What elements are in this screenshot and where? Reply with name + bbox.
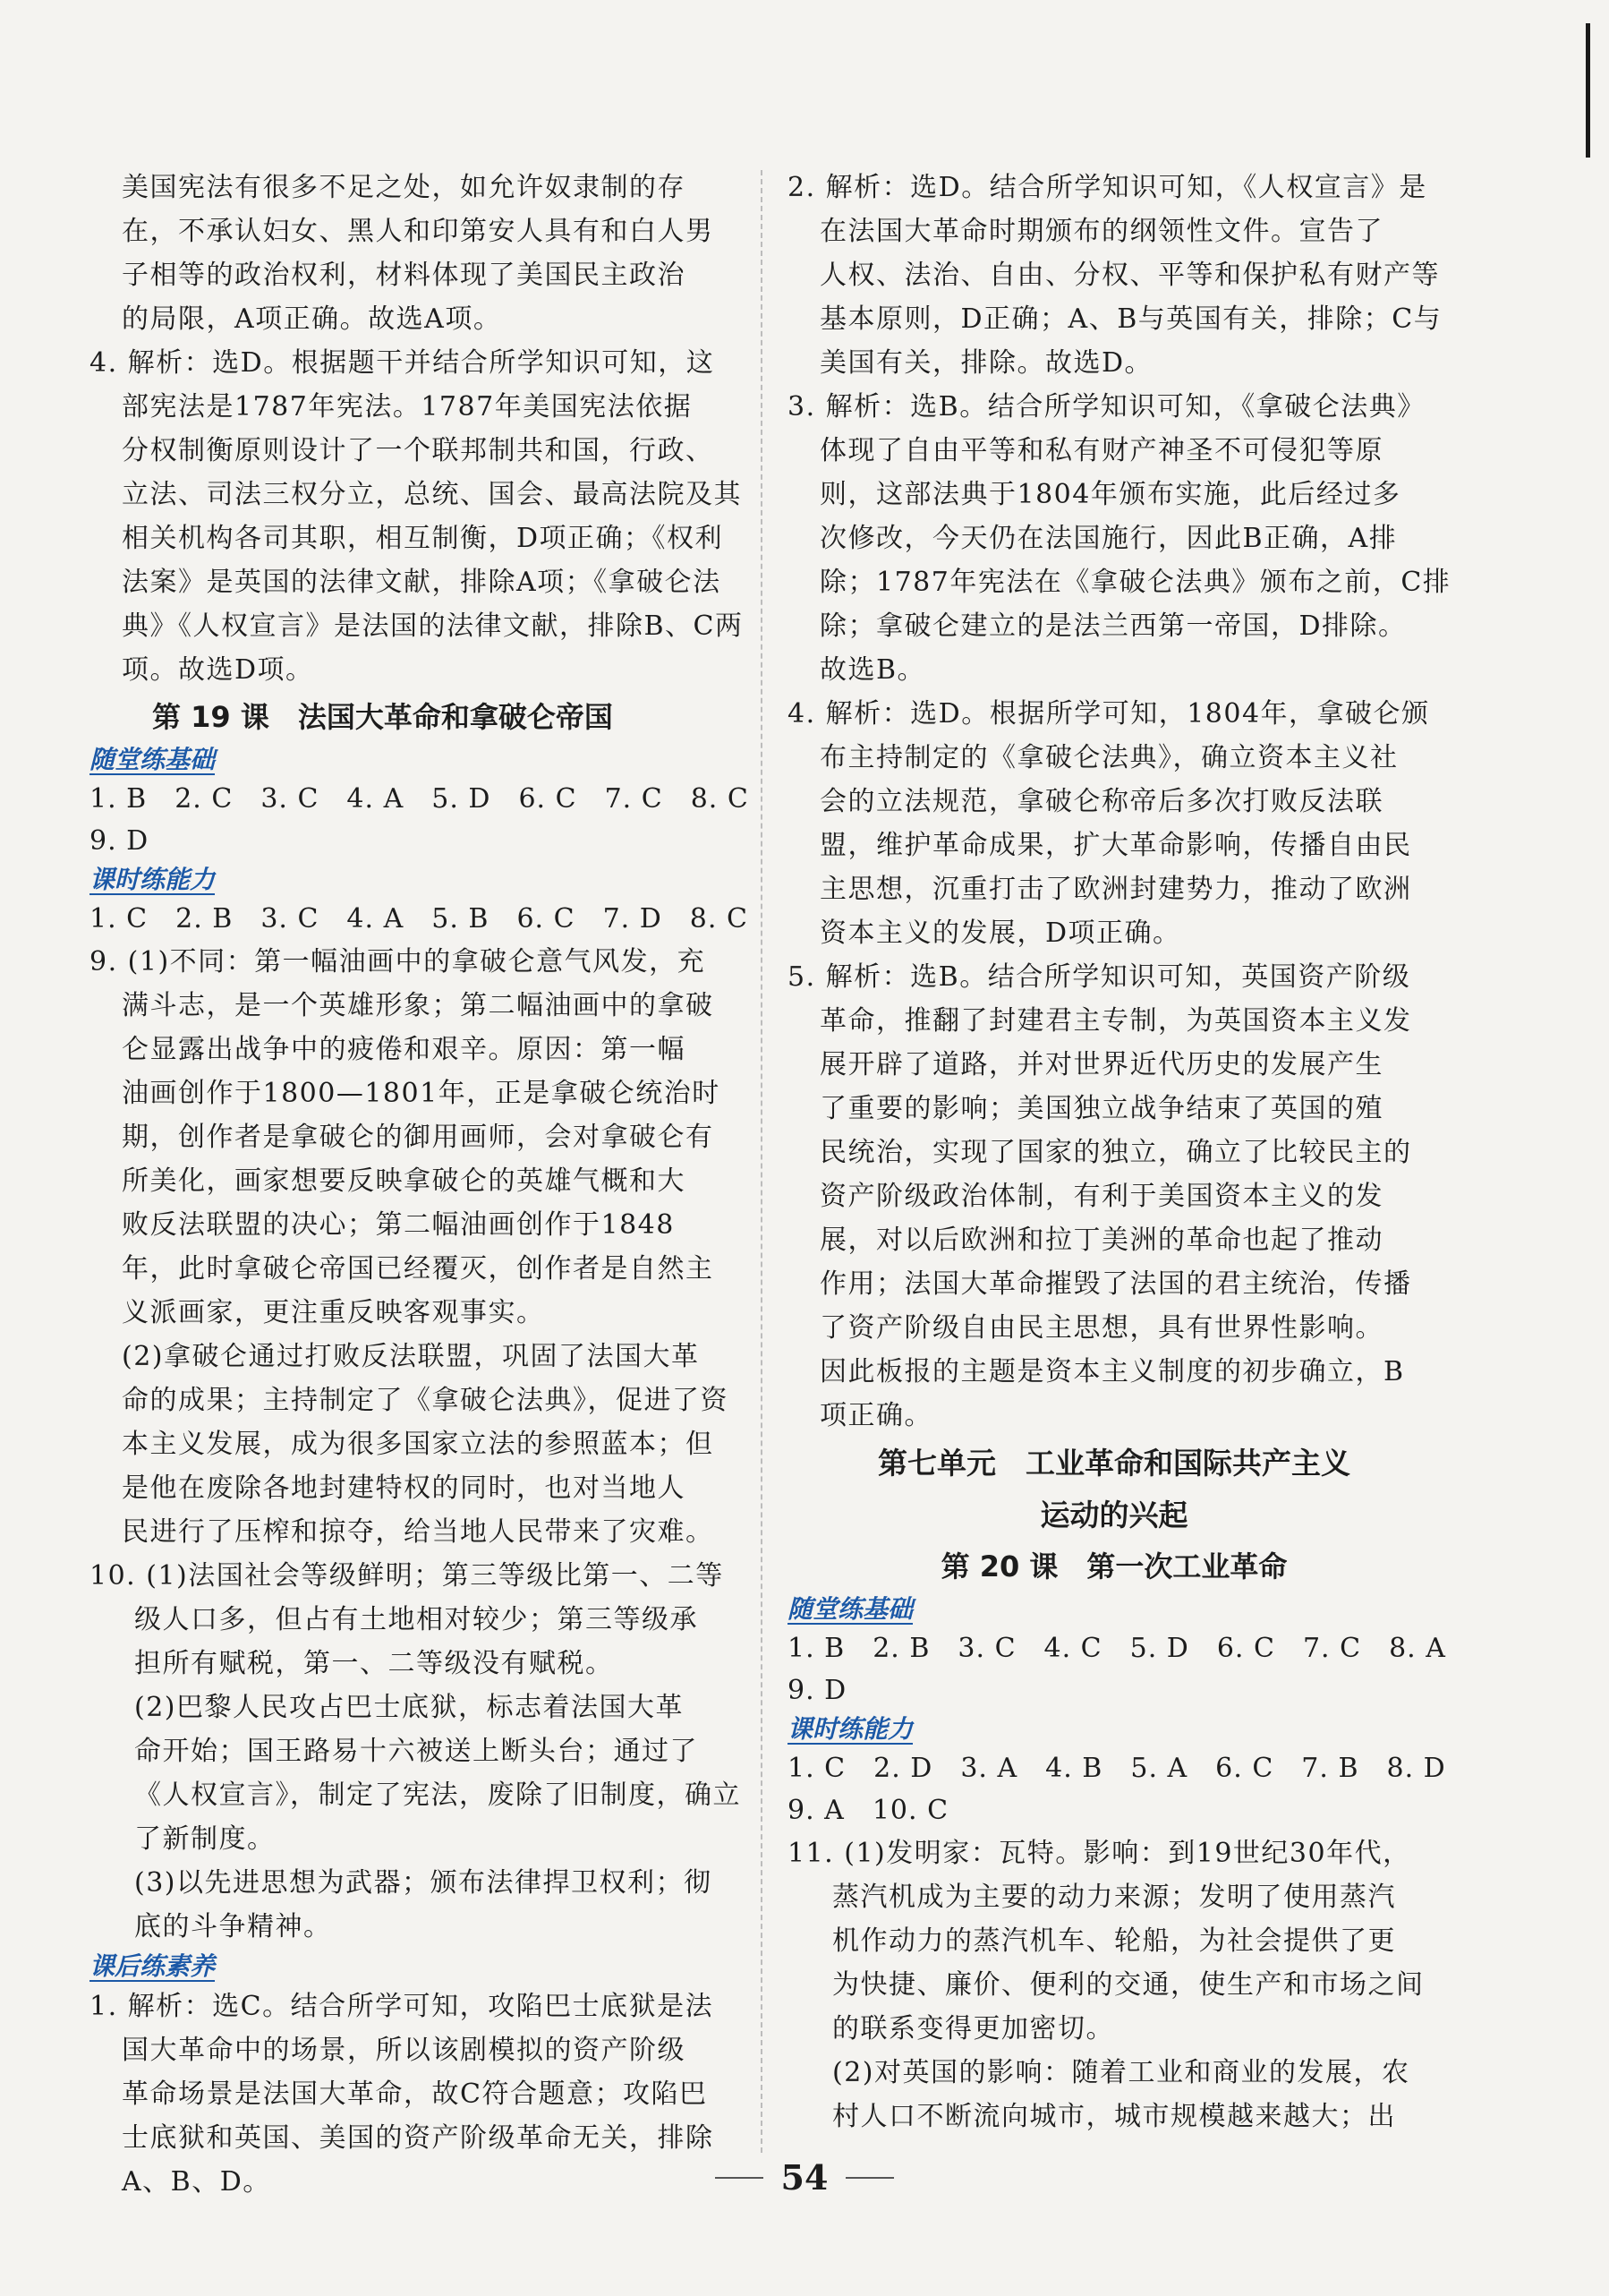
text-line: 子相等的政治权利，材料体现了美国民主政治 [122,260,685,291]
after-answer-2 [787,166,1441,385]
text-line: 体现了自由平等和私有财产神圣不可侵犯等原 [820,435,1383,466]
page-number: 54 [780,2157,829,2198]
unit-7-title-line-2: 运动的兴起 [1040,1498,1188,1532]
answer-row: 1. B 2. B 3. C 4. C 5. D 6. C 7. C 8. A [787,1633,1446,1664]
page-footer [0,2157,1609,2198]
text-line: 了新制度。 [134,1823,276,1855]
text-line: 的联系变得更加密切。 [832,2013,1114,2044]
text-line: 作用；法国大革命摧毁了法国的君主统治，传播 [820,1268,1412,1300]
text-line: 立法、司法三权分立，总统、国会、最高法院及其 [122,479,742,510]
text-line: 美国宪法有很多不足之处，如允许奴隶制的存 [122,172,685,203]
text-line: 国大革命中的场景，所以该剧模拟的资产阶级 [122,2035,685,2066]
text-line: 分权制衡原则设计了一个联邦制共和国，行政、 [122,435,714,466]
text-line: 次修改，今天仍在法国施行，因此B正确，A排 [820,523,1398,554]
text-line: 资产阶级政治体制，有利于美国资本主义的发 [820,1181,1383,1212]
text-line: 了重要的影响；美国独立战争结束了英国的殖 [820,1093,1383,1124]
text-line: 民统治，实现了国家的独立，确立了比较民主的 [820,1137,1412,1168]
text-line: 2. 解析：选D。结合所学知识可知，《人权宣言》是 [787,172,1427,203]
text-line: 相关机构各司其职，相互制衡，D项正确；《权利 [122,523,724,554]
text-line: 故选B。 [820,654,926,686]
lesson-19-title: 第 19 课 法国大革命和拿破仑帝国 [152,700,613,734]
left-column [89,166,749,2204]
text-line: 机作动力的蒸汽机车、轮船，为社会提供了更 [832,1925,1396,1957]
after-answer-4 [787,692,1441,955]
text-line: 部宪法是1787年宪法。1787年美国宪法依据 [122,391,693,422]
page-edge-mark [1586,23,1590,158]
text-line: 革命场景是法国大革命，故C符合题意；攻陷巴 [122,2078,708,2110]
text-line: 项正确。 [820,1400,932,1431]
footer-dash-right [846,2177,894,2179]
text-line: 义派画家，更注重反映客观事实。 [122,1297,545,1328]
text-line: 担所有赋税，第一、二等级没有赋税。 [134,1648,614,1679]
text-line: 为快捷、廉价、便利的交通，使生产和市场之间 [832,1969,1425,2001]
text-line: 基本原则，D正确；A、B与英国有关，排除；C与 [820,303,1443,335]
text-line: 油画创作于1800—1801年，正是拿破仑统治时 [122,1078,720,1109]
text-line: 5. 解析：选B。结合所学知识可知，英国资产阶级 [787,961,1411,993]
text-line: 则，这部法典于1804年颁布实施，此后经过多 [820,479,1401,510]
text-line: 除；1787年宪法在《拿破仑法典》颁布之前，C排 [820,567,1452,598]
text-line: 期，创作者是拿破仑的御用画师，会对拿破仑有 [122,1122,714,1153]
text-line: 4. 解析：选D。根据题干并结合所学知识可知，这 [89,347,715,379]
text-line: 除；拿破仑建立的是法兰西第一帝国，D排除。 [820,610,1407,642]
text-line: 4. 解析：选D。根据所学可知，1804年，拿破仑颁 [787,698,1430,730]
text-line: 项。故选D项。 [122,654,314,686]
text-line: 3. 解析：选B。结合所学知识可知，《拿破仑法典》 [787,391,1426,422]
text-line: 法案》是英国的法律文献，排除A项；《拿破仑法 [122,567,721,598]
text-line: 在，不承认妇女、黑人和印第安人具有和白人男 [122,216,714,247]
answer-row: 9. D [89,825,149,857]
text-line: 村人口不断流向城市，城市规模越来越大；出 [832,2101,1396,2132]
answer-row: 9. D [787,1675,847,1706]
text-line: 革命，推翻了封建君主专制，为英国资本主义发 [820,1005,1412,1037]
answer-11 [787,1831,1441,2138]
text-line: (3)以先进思想为武器；颁布法律捍卫权利；彻 [134,1867,712,1899]
text-line: 资本主义的发展，D项正确。 [820,918,1181,949]
column-divider [761,170,762,2153]
section-basic-heading: 随堂练基础 [89,745,216,774]
text-line: (2)对英国的影响：随着工业和商业的发展，农 [832,2057,1410,2088]
text-line: 盟，维护革命成果，扩大革命影响，传播自由民 [820,830,1412,861]
text-line: 底的斗争精神。 [134,1911,332,1942]
section-ability-heading: 课时练能力 [787,1714,914,1744]
text-line: 展，对以后欧洲和拉丁美洲的革命也起了推动 [820,1225,1383,1256]
text-line: (2)巴黎人民攻占巴士底狱，标志着法国大革 [134,1692,684,1723]
text-line: 9. (1)不同：第一幅油画中的拿破仑意气风发，充 [89,946,706,977]
text-line: A、B、D。 [122,2166,271,2198]
text-line: 展开辟了道路，并对世界近代历史的发展产生 [820,1049,1383,1080]
text-line: 败反法联盟的决心；第二幅油画创作于1848 [122,1209,675,1241]
text-line: 1. 解析：选C。结合所学可知，攻陷巴士底狱是法 [89,1991,714,2022]
unit-7-title: 第七单元 工业革命和国际共产主义 [878,1446,1350,1481]
text-line: 仑显露出战争中的疲倦和艰辛。原因：第一幅 [122,1034,685,1065]
text-line: 满斗志，是一个英雄形象；第二幅油画中的拿破 [122,990,714,1021]
text-line: 士底狱和英国、美国的资产阶级革命无关，排除 [122,2122,714,2154]
text-line: 命开始；国王路易十六被送上断头台；通过了 [134,1736,698,1767]
text-line: 美国有关，排除。故选D。 [820,347,1154,379]
text-line: 是他在废除各地封建特权的同时，也对当地人 [122,1472,685,1504]
right-column [787,166,1452,2138]
text-line: 在法国大革命时期颁布的纲领性文件。宣告了 [820,216,1383,247]
section-ability-heading: 课时练能力 [89,865,216,894]
text-line: 主思想，沉重打击了欧洲封建势力，推动了欧洲 [820,874,1412,905]
text-line: 所美化，画家想要反映拿破仑的英雄气概和大 [122,1165,685,1197]
text-line: (2)拿破仑通过打败反法联盟，巩固了法国大革 [122,1341,700,1372]
text-line: 人权、法治、自由、分权、平等和保护私有财产等 [820,260,1440,291]
answer-row: 1. C 2. D 3. A 4. B 5. A 6. C 7. B 8. D [787,1753,1446,1784]
section-after-class-heading: 课后练素养 [89,1951,216,1981]
answer-10 [89,1554,741,1949]
text-line: 本主义发展，成为很多国家立法的参照蓝本；但 [122,1429,714,1460]
text-line: 蒸汽机成为主要的动力来源；发明了使用蒸汽 [832,1882,1396,1913]
text-line: 会的立法规范，拿破仑称帝后多次打败反法联 [820,786,1383,817]
answer-row: 9. A 10. C [787,1795,949,1826]
after-answer-5 [787,955,1441,1438]
answer-4 [89,341,744,692]
text-line: 10. (1)法国社会等级鲜明；第三等级比第一、二等 [89,1560,724,1592]
section-basic-heading: 随堂练基础 [787,1594,914,1624]
text-line: 民进行了压榨和掠夺，给当地人民带来了灾难。 [122,1516,714,1548]
lesson-20-title: 第 20 课 第一次工业革命 [941,1549,1288,1583]
text-line: 年，此时拿破仑帝国已经覆灭，创作者是自然主 [122,1253,714,1285]
continued-answer [89,166,738,341]
text-line: 《人权宣言》，制定了宪法，废除了旧制度，确立 [134,1780,741,1811]
after-answer-3 [787,385,1452,692]
text-line: 级人口多，但占有土地相对较少；第三等级承 [134,1604,698,1635]
text-line: 的局限，A项正确。故选A项。 [122,303,502,335]
text-line: 11. (1)发明家：瓦特。影响：到19世纪30年代， [787,1838,1411,1869]
text-line: 因此板报的主题是资本主义制度的初步确立，B [820,1356,1405,1387]
footer-dash-left [715,2177,763,2179]
text-line: 了资产阶级自由民主思想，具有世界性影响。 [820,1312,1383,1344]
text-line: 布主持制定的《拿破仑法典》，确立资本主义社 [820,742,1399,773]
text-line: 典》《人权宣言》是法国的法律文献，排除B、C两 [122,610,744,642]
text-line: 命的成果；主持制定了《拿破仑法典》，促进了资 [122,1385,728,1416]
answer-row: 1. C 2. B 3. C 4. A 5. B 6. C 7. D 8. C [89,903,748,935]
answer-9 [89,940,738,1554]
answer-row: 1. B 2. C 3. C 4. A 5. D 6. C 7. C 8. C [89,783,749,815]
